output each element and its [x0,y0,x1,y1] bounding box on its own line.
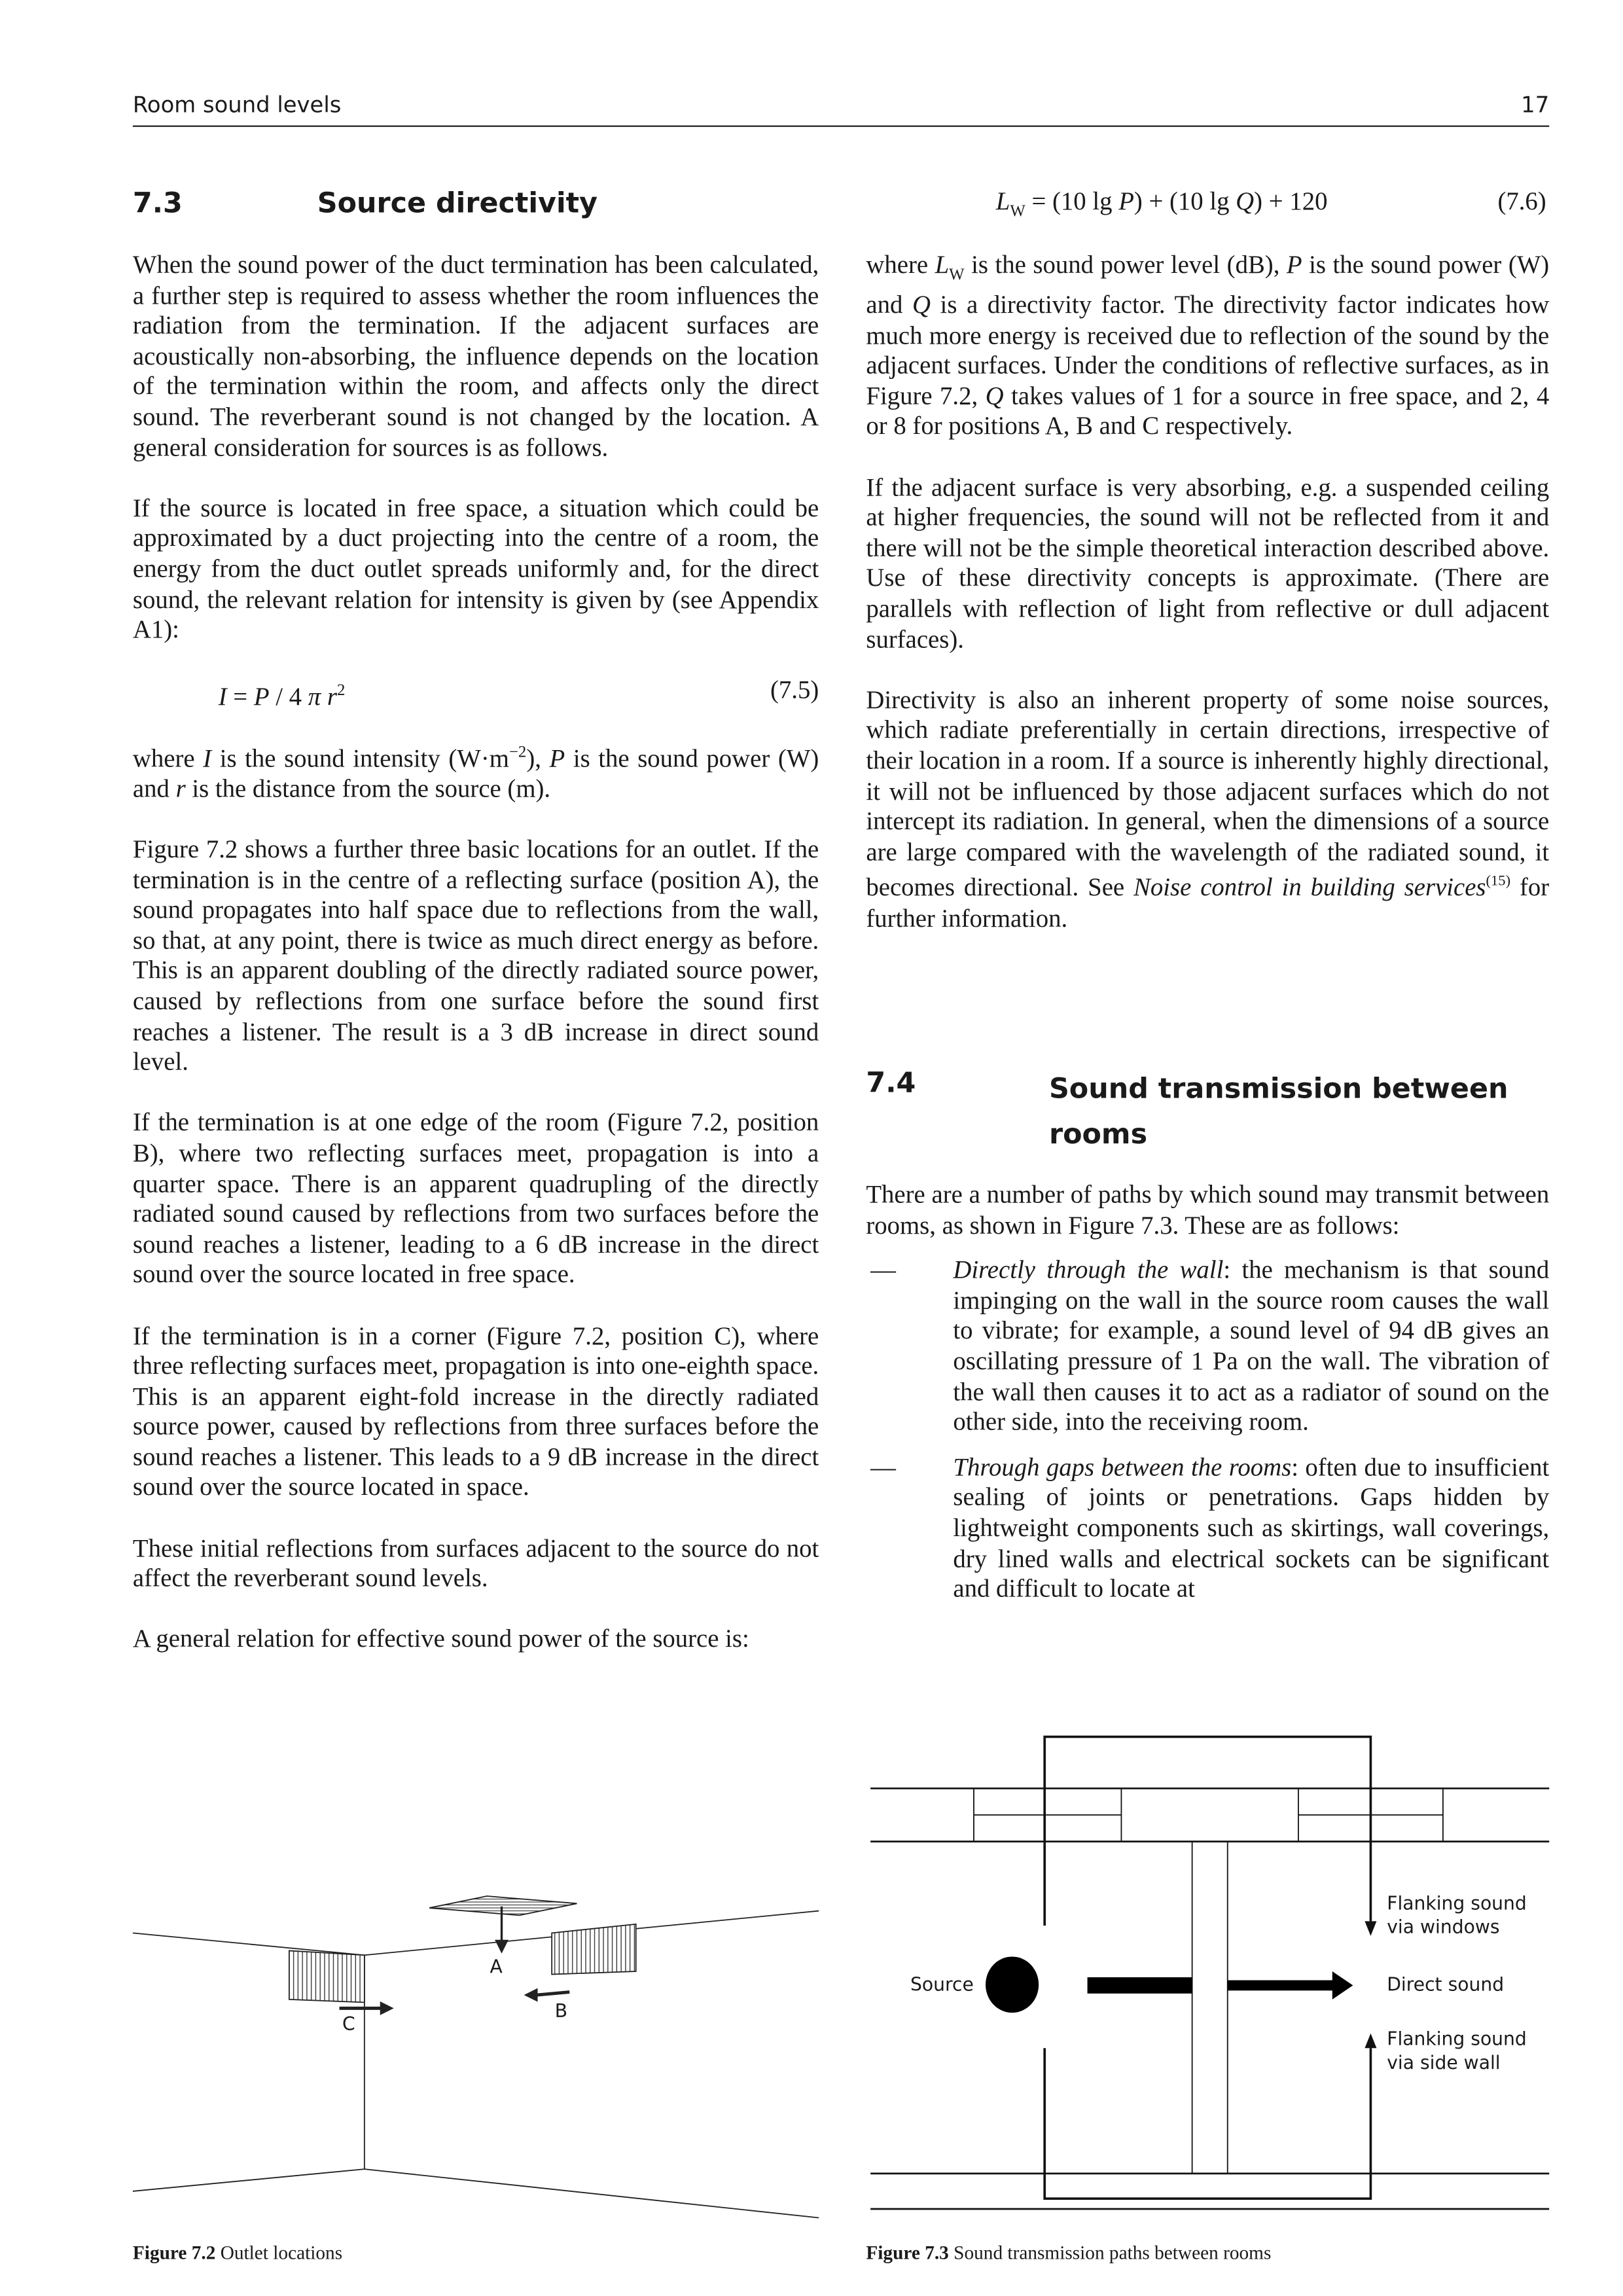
symbol: r [175,774,186,803]
arrow-a-head [496,1941,508,1952]
eq-symbol: Q [1236,187,1255,216]
symbol: P [549,744,565,772]
eq-text: = (10 lg [1025,187,1119,216]
list-dash: — [870,1256,896,1284]
caption-number: Figure 7.2 [132,2241,216,2264]
label-flanking-wall [1387,2028,1527,2075]
direct-path-bar [1088,1977,1192,1994]
eq-symbol: L [995,187,1010,216]
symbol: P [1286,251,1302,279]
eq-symbol: P [253,683,270,711]
figure-7-2-caption [133,2242,342,2265]
eq-text: / 4 [269,683,308,711]
subscript: W [949,266,965,284]
paragraph: If the source is located in free space, a situation which could be approximated by a duct projecting into the centre of a room, the energy from the duct outlet spreads uniformly and, for the direct sound, the relevant relation for intensity is given by (see Appendix A1): [132,493,819,644]
eq-symbol: I [218,683,227,711]
text: is the sound power (W) and [132,744,819,803]
text: where [132,744,204,772]
paragraph: Figure 7.2 shows a further three basic locations for an outlet. If the termination is in the centre of a reflecting surface (position A), the sound propagates into half space due to reflections from the wall, so that, at any point, there is twice as much direct energy as before. This is an apparent doubling of the directly radiated source power, caused by reflections from one surface before the sound first reaches a listener. The result is a 3 dB increase in direct sound level. [132,835,819,1076]
flanking-path-wall [1044,2048,1370,2198]
label-line: via windows [1387,1915,1500,1938]
label-source: Source [910,1973,974,1996]
label-line: via side wall [1387,2051,1501,2073]
eq-text: ) + 120 [1254,187,1328,216]
figure-7-2-drawing [133,1896,819,2217]
running-header: Room sound levels [132,91,342,118]
label-line: Flanking sound [1387,2027,1527,2050]
label-flanking-windows [1387,1892,1527,1939]
caption-text: Outlet locations [220,2241,343,2264]
paragraph: If the adjacent surface is very absorbing, e.g. a suspended ceiling at higher frequencies, the sound will not be reflected from it and there will not be the simple theoretical interaction described above. Use of these directivity concepts is approximate. (There are parallels with reflection of light from reflective or dull adjacent surfaces). [866,473,1550,653]
label-position-a: A [490,1955,503,1978]
arrow-b [537,1992,570,1996]
list-text: : often due to insufficient sealing of joints or penetrations. Gaps hidden by lightweight components such as skirtings, wall coverings, dry lined walls and electrical sockets can be significant and difficult to locate at [953,1453,1550,1603]
text: is the sound intensity (W·m [211,744,509,772]
caption-number: Figure 7.3 [866,2241,949,2264]
label-position-c: C [342,2013,355,2035]
superscript: −2 [508,743,527,761]
arrow-c-head [381,2002,393,2014]
list-lead: Through gaps between the rooms [953,1453,1292,1481]
symbol: Q [912,291,931,319]
eq-symbol: π [308,683,321,711]
source-dot [986,1956,1039,2013]
text: takes values of 1 for a source in free space, and 2, 4 or 8 for positions A, B and C respectively. [866,382,1550,440]
section-number: 7.4 [866,1067,916,1100]
ceiling-grille-a [429,1896,577,1915]
text: is the sound power (W) and [866,251,1550,319]
text: is a directivity factor. The directivity factor indicates how much more energy is received due to reflection of the sound by the adjacent surfaces. Under the conditions of reflective surfaces, as in Figure 7.2, [866,291,1550,410]
text: ), [526,744,550,772]
list-text: : the mechanism is that sound impinging on the wall in the source room causes the wall to vibrate; for example, a sound level of 94 dB gives an oscillating pressure of 1 Pa on the wall. The vibration of the wall then causes it to act as a radiator of sound on the other side, into the receiving room. [953,1256,1550,1436]
flanking-path-windows [1044,1737,1370,1926]
ceiling-edge [133,1933,365,1955]
equation-number: (7.5) [770,676,819,705]
eq-text: = [226,683,254,711]
reference-title: Noise control in building services [1133,873,1486,902]
eq-subscript: W [1010,202,1026,221]
page-number: 17 [1521,91,1550,118]
paragraph: If the termination is in a corner (Figure 7.2, position C), where three reflecting surfaces meet, propagation is into one-eighth space. This is an apparent eight-fold increase in the directly radiated source power, caused by reflections from three surfaces before the sound reaches a listener. This leads to a 9 dB increase in the direct sound over the source located in space. [132,1321,819,1501]
figure-7-3-caption [866,2242,1271,2265]
text: Directivity is also an inherent property of some noise sources, which radiate preferentially in certain directions, irrespective of their location in a room. If a source is inherently highly directional, it will not be influenced by those adjacent surfaces which do not intercept its radiation. In general, when the dimensions of a source are large compared with the wavelength of the radiated sound, it becomes directional. See [866,685,1550,902]
corner-grille-c [289,1950,365,2002]
text: is the distance from the source (m). [185,774,551,803]
paragraph: These initial reflections from surfaces adjacent to the source do not affect the reverberant sound levels. [132,1534,819,1593]
list-lead: Directly through the wall [953,1256,1224,1284]
eq-exponent: 2 [336,682,346,700]
label-direct-sound: Direct sound [1387,1973,1505,1996]
section-number: 7.3 [132,187,183,220]
text: is the sound power level (dB), [964,251,1287,279]
direct-path-arrow [1228,1981,1334,1991]
edge-grille-b [552,1924,636,1975]
paragraph: A general relation for effective sound power of the source is: [132,1625,749,1654]
reference-number: (15) [1486,874,1511,891]
symbol: Q [985,382,1004,410]
eq-text: ) + (10 lg [1133,187,1236,216]
symbol: I [203,744,212,772]
paragraph: There are a number of paths by which sound may transmit between rooms, as shown in Figure 7.3. These are as follows: [866,1180,1550,1239]
section-heading: Source directivity [317,187,598,220]
paragraph: If the termination is at one edge of the room (Figure 7.2, position B), where two reflecting surfaces meet, propagation is into a quarter space. There is an apparent quadrupling of the directly radiated sound caused by reflections from two surfaces before the sound reaches a listener, leading to a 6 dB increase in the direct sound over the source located in free space. [132,1108,819,1289]
floor-edge [133,2169,365,2191]
eq-symbol: r [321,683,337,711]
equation-number: (7.6) [1497,187,1546,216]
arrow-b-head [526,1989,537,2001]
floor-edge [365,2169,819,2217]
eq-symbol: P [1118,187,1134,216]
label-line: Flanking sound [1387,1892,1527,1914]
section-heading: Sound transmission between rooms [1048,1073,1508,1151]
paragraph: When the sound power of the duct termination has been calculated, a further step is required to assess whether the room influences the radiation from the termination. If the adjacent surfaces are acoustically non-absorbing, the influence depends on the location of the termination within the room, and affects only the direct sound. The reverberant sound is not changed by the location. A general consideration for sources is as follows. [132,251,819,461]
list-dash: — [870,1453,896,1481]
text: where [866,251,935,279]
label-position-b: B [554,1999,568,2022]
caption-text: Sound transmission paths between rooms [954,2241,1272,2264]
symbol: L [935,251,950,279]
text: for further information. [866,873,1550,933]
